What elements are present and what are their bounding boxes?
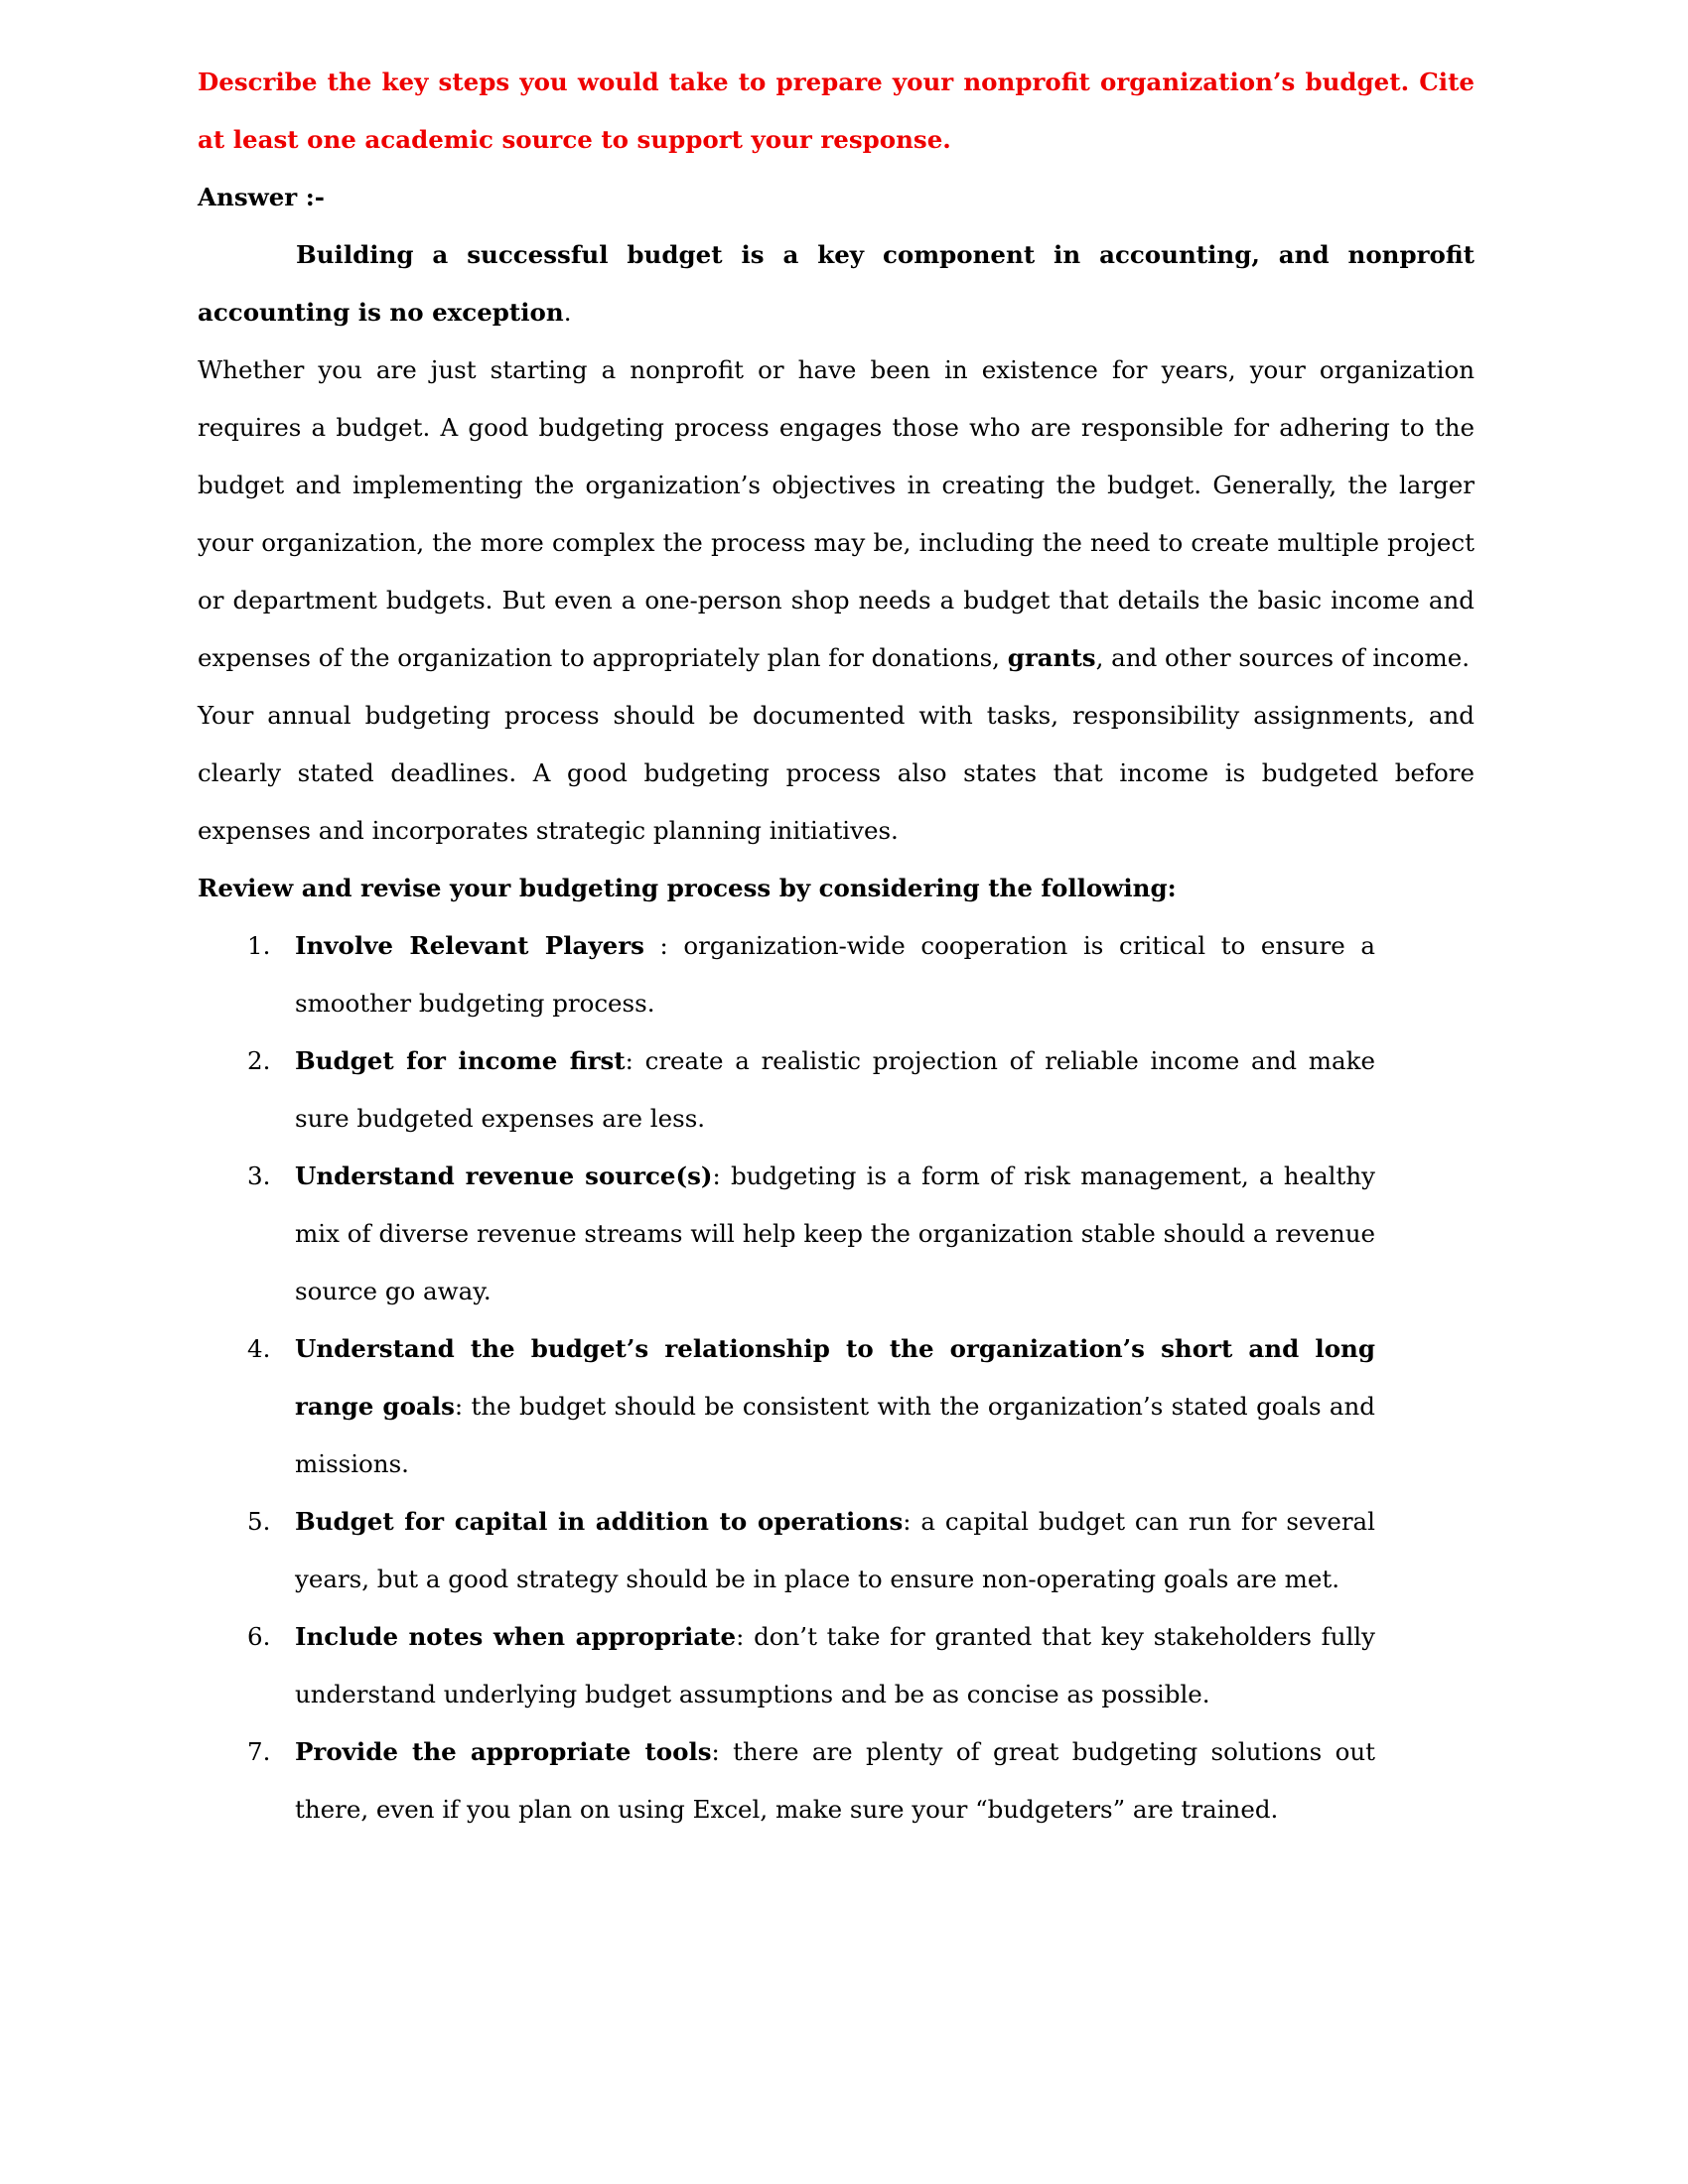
paragraph-1-text: Whether you are just starting a nonprofit or have been in existence for years, your organization requires a budget. A good budgeting process engages those who are responsible for adhering to the budget and implementing the organization’s objectives in creating the budget. Generally, the larger your organization, the more complex the process may be, including the need to create multiple project or department budgets. But even a one-person shop needs a budget that details the basic income and expenses of the organization to appropriately plan for donations,	[198, 355, 1475, 672]
item-number: 7.	[247, 1737, 271, 1766]
item-number: 3.	[247, 1161, 271, 1190]
item-title: Budget for income first	[295, 1046, 626, 1075]
item-title: Budget for capital in addition to operations	[295, 1507, 904, 1536]
intro-bold: Building a successful budget is a key component in accounting, and nonprofit accounting is no exception	[198, 240, 1475, 327]
item-text: : don’t take for granted that key stakeholders fully understand underlying budget assumptions and be as concise as possible.	[295, 1622, 1375, 1708]
item-title: Include notes when appropriate	[295, 1622, 737, 1651]
item-number: 4.	[247, 1334, 271, 1363]
item-number: 6.	[247, 1622, 271, 1651]
item-title: Involve Relevant Players	[295, 931, 644, 960]
list-item	[247, 1608, 1375, 1723]
paragraph-2: Your annual budgeting process should be documented with tasks, responsibility assignments, and clearly stated deadlines. A good budgeting process also states that income is budgeted before expenses and incorporates strategic planning initiatives.	[198, 701, 1475, 845]
item-number: 1.	[247, 931, 271, 960]
answer-label: Answer :-	[198, 183, 325, 211]
item-text: : there are plenty of great budgeting solutions out there, even if you plan on using Excel, make sure your “budgeters” are trained.	[295, 1737, 1375, 1824]
item-text: : budgeting is a form of risk management, a healthy mix of diverse revenue streams will help keep the organization stable should a revenue source go away.	[295, 1161, 1375, 1305]
list-item	[247, 1032, 1375, 1148]
document-page	[198, 54, 1475, 1839]
list-item	[247, 1148, 1375, 1320]
intro-end: .	[563, 298, 572, 327]
item-number: 2.	[247, 1046, 271, 1075]
intro-paragraph	[198, 226, 1475, 341]
list-item	[247, 1320, 1375, 1493]
steps-list	[198, 917, 1475, 1839]
paragraph-1-end: , and other sources of income.	[1095, 643, 1471, 672]
list-heading: Review and revise your budgeting process by considering the following:	[198, 874, 1177, 902]
item-title: Understand revenue source(s)	[295, 1161, 713, 1190]
grants-bold: grants	[1007, 643, 1096, 672]
paragraph-1	[198, 341, 1475, 687]
item-number: 5.	[247, 1507, 271, 1536]
item-text: : create a realistic projection of reliable income and make sure budgeted expenses are less.	[295, 1046, 1375, 1133]
item-text: : organization-wide cooperation is critical to ensure a smoother budgeting process.	[295, 931, 1375, 1018]
item-title: Understand the budget’s relationship to the organization’s short and long range goals	[295, 1334, 1375, 1421]
list-item	[247, 1493, 1375, 1608]
item-text: : a capital budget can run for several years, but a good strategy should be in place to ensure non-operating goals are met.	[295, 1507, 1375, 1593]
item-title: Provide the appropriate tools	[295, 1737, 712, 1766]
list-item	[247, 1723, 1375, 1839]
question-heading: Describe the key steps you would take to prepare your nonprofit organization’s budget. Cite at least one academic source to support your response.	[198, 68, 1475, 154]
item-text: : the budget should be consistent with the organization’s stated goals and missions.	[295, 1392, 1375, 1478]
list-item	[247, 917, 1375, 1032]
